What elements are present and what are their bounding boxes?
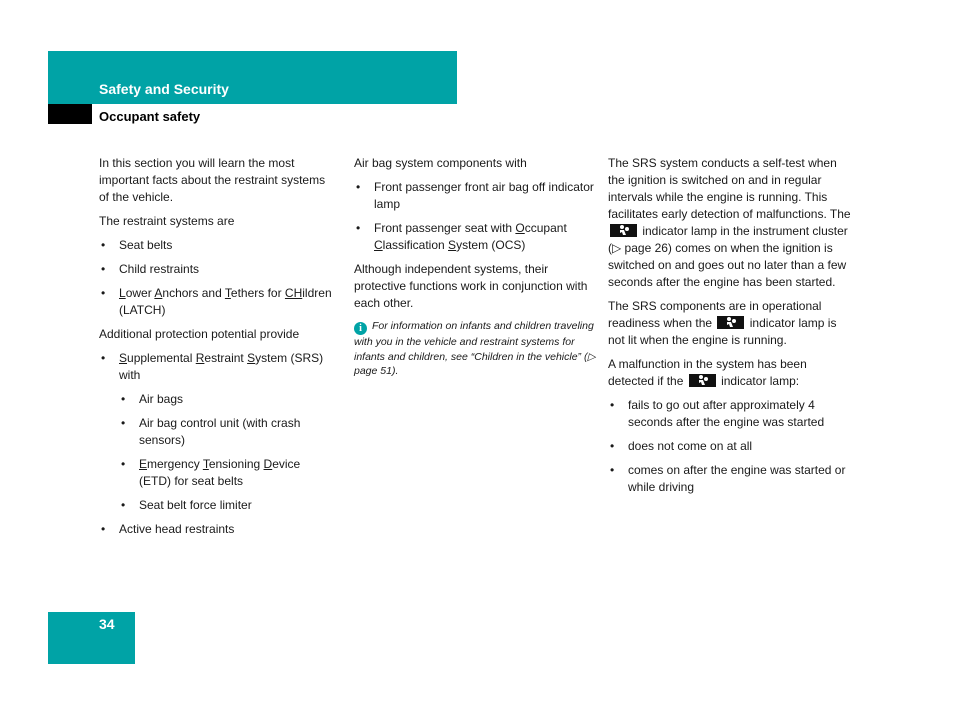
list-item-ocs: • Front passenger seat with Occupant Classification System (OCS) [354, 220, 596, 254]
list-item: • Seat belts [99, 237, 334, 254]
list-item: • fails to go out after approximately 4 seconds after the engine was started [608, 397, 853, 431]
restraint-list [99, 237, 334, 319]
intro-text: In this section you will learn the most important facts about the restraint systems of the vehicle. [99, 156, 326, 204]
info-note-text: For information on infants and children traveling with you in the vehicle and restraint systems for infants and children, see “Children in the vehicle” (▷ page 51). [354, 320, 596, 377]
list-item: • Front passenger front air bag off indicator lamp [354, 179, 596, 213]
column-1 [99, 155, 334, 545]
list-item: • does not come on at all [608, 438, 853, 455]
list-item: • Air bags [119, 391, 334, 408]
readiness-text: The SRS components are in operational readiness when the indicator lamp is not lit when the engine is running. [608, 299, 837, 347]
column-3 [608, 155, 853, 503]
list-item: • comes on after the engine was started or while driving [608, 462, 853, 496]
info-icon: i [354, 322, 367, 335]
page-number: 34 [99, 616, 115, 632]
restraint-lead: The restraint systems are [99, 214, 235, 228]
components-list [354, 179, 596, 254]
list-item: • Child restraints [99, 261, 334, 278]
independent-text: Although independent systems, their protective functions work in conjunction with each other. [354, 262, 588, 310]
list-item: • Air bag control unit (with crash sensors) [119, 415, 334, 449]
additional-lead: Additional protection potential provide [99, 327, 300, 341]
selftest-text: The SRS system conducts a self-test when the ignition is switched on and in regular intervals while the engine is running. This facilitates early detection of malfunctions. The indicator lamp in the instrument cluster (▷ page 26) comes on when the ignition is switched on and goes out no later than a few seconds after the engine has been started. [608, 156, 851, 289]
malfunction-list [608, 397, 853, 496]
section-title: Safety and Security [99, 81, 229, 97]
info-note [354, 319, 596, 379]
black-tab [48, 104, 92, 124]
list-item: • Active head restraints [99, 521, 334, 538]
srs-sublist [119, 391, 334, 514]
srs-airbag-icon [689, 374, 716, 387]
list-item-latch: • Lower Anchors and Tethers for CHildren (LATCH) [99, 285, 334, 319]
list-item: • Seat belt force limiter [119, 497, 334, 514]
list-item-etd: • Emergency Tensioning Device (ETD) for seat belts [119, 456, 334, 490]
list-item-srs: • Supplemental Restraint System (SRS) with • Air bags • Air bag control unit (with crash sensors) • Emergency Tensioning Device (ETD) for seat belts • Seat belt force limiter [99, 350, 334, 514]
additional-list [99, 350, 334, 538]
subsection-title: Occupant safety [99, 109, 201, 124]
page-number-tab [48, 612, 135, 664]
srs-airbag-icon [717, 316, 744, 329]
column-2 [354, 155, 596, 386]
malfunction-lead: A malfunction in the system has been detected if the indicator lamp: [608, 357, 807, 388]
components-lead: Air bag system components with [354, 156, 527, 170]
srs-airbag-icon [610, 224, 637, 237]
